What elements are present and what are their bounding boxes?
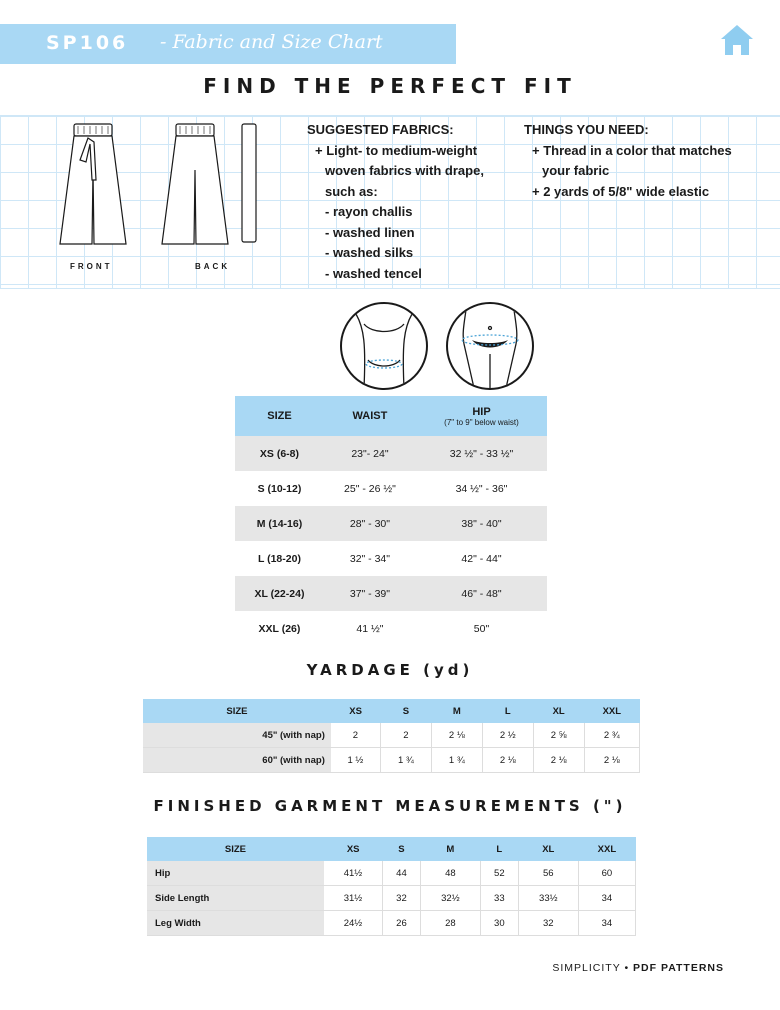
table-cell: 48 [420,861,480,886]
column-header: M [431,699,482,723]
column-header: L [482,699,533,723]
fabric-item: - washed tencel [325,265,422,281]
finished-header-row [147,837,636,861]
home-icon[interactable] [718,22,756,58]
back-label: BACK [195,262,231,271]
table-cell: 34 [578,911,635,936]
fabric-line-1: + Light- to medium-weight [315,142,478,158]
table-cell: 1 ½ [331,748,381,773]
table-row [235,436,547,471]
front-view-drawing [52,120,134,250]
table-cell: 56 [518,861,578,886]
column-header: SIZE [143,699,331,723]
column-header: S [383,837,421,861]
fabric-line-3: such as: [325,183,378,199]
fabric-item: - washed silks [325,245,414,260]
table-cell: 2 ⅛ [584,748,639,773]
table-cell: 33½ [518,886,578,911]
table-row [143,723,640,748]
table-cell: 1 ¾ [431,748,482,773]
table-row [235,576,547,611]
hip-header-label: HIP [472,405,491,418]
table-cell: 34 [578,886,635,911]
table-row [147,886,636,911]
page-title: FIND THE PERFECT FIT [203,74,577,98]
column-header: SIZE [147,837,324,861]
column-header: XL [533,699,584,723]
waist-cell: 23"- 24" [324,436,416,471]
waist-cell: 41 ½" [356,622,384,635]
table-row [235,611,547,646]
table-cell: 41½ [324,861,383,886]
hip-header-note: (7" to 9" below waist) [444,417,519,427]
table-cell: 2 ⅛ [533,748,584,773]
table-row [143,748,640,773]
size-cell: XL (22-24) [235,576,324,611]
table-row [235,471,547,506]
need-line-3: + 2 yards of 5/8" wide elastic [532,183,710,199]
table-cell: 32 [383,886,421,911]
waist-cell: 25" - 26 ½" [344,482,396,495]
table-cell: 2 ⅛ [482,748,533,773]
column-header: XS [324,837,383,861]
row-label: Hip [147,861,324,886]
size-header: SIZE [235,396,324,436]
table-cell: 2 [331,723,381,748]
waist-cell: 28" - 30" [324,506,416,541]
suggested-fabrics [307,120,484,284]
column-header: L [480,837,518,861]
size-cell: M (14-16) [235,506,324,541]
column-header: XS [331,699,381,723]
things-you-need [524,120,732,202]
yardage-table [143,699,640,773]
hip-header [416,396,547,436]
need-line-2: your fabric [542,163,610,178]
fabric-item: - rayon challis [325,204,413,219]
size-cell: S (10-12) [257,482,302,495]
need-line-1: + Thread in a color that matches [532,142,732,158]
hip-cell: 34 ½" - 36" [455,482,508,495]
row-label: Leg Width [147,911,324,936]
banner-subtitle: - Fabric and Size Chart [160,31,383,53]
table-cell: 33 [480,886,518,911]
things-you-need-heading: THINGS YOU NEED: [524,122,649,137]
front-label: FRONT [70,262,113,271]
header-banner [0,24,456,64]
footer [552,962,724,974]
table-cell: 2 ⅝ [533,723,584,748]
row-label: 60" (with nap) [143,748,331,773]
table-cell: 1 ¾ [380,748,431,773]
table-cell: 44 [383,861,421,886]
column-header: M [420,837,480,861]
waist-cell: 37" - 39" [324,576,416,611]
footer-separator: • [624,962,630,974]
finished-measurements-table [147,837,636,936]
column-header: XL [518,837,578,861]
column-header: XXL [584,699,639,723]
table-cell: 60 [578,861,635,886]
size-chart-header-row [235,396,547,436]
table-cell: 32½ [420,886,480,911]
table-cell: 26 [383,911,421,936]
table-cell: 2 ¾ [584,723,639,748]
table-row [235,541,547,576]
footer-product: PDF PATTERNS [633,962,724,974]
column-header: XXL [578,837,635,861]
finished-measurements-title: FINISHED GARMENT MEASUREMENTS (") [153,797,627,815]
row-label: Side Length [147,886,324,911]
hip-cell: 50" [473,622,490,635]
fabric-line-2: woven fabrics with drape, [325,163,484,178]
hip-cell: 46" - 48" [416,576,547,611]
yardage-header-row [143,699,640,723]
hip-cell: 32 ½" - 33 ½" [416,436,547,471]
size-cell: XXL (26) [258,622,301,635]
table-cell: 30 [480,911,518,936]
table-cell: 28 [420,911,480,936]
size-cell: L (18-20) [257,552,301,565]
table-cell: 2 [380,723,431,748]
table-cell: 2 ½ [482,723,533,748]
table-cell: 24½ [324,911,383,936]
column-header: S [380,699,431,723]
hip-cell: 38" - 40" [416,506,547,541]
table-row [235,506,547,541]
yardage-title: YARDAGE (yd) [306,661,474,679]
hip-measure-illustration [446,302,534,390]
pattern-code: SP106 [46,32,129,54]
table-cell: 32 [518,911,578,936]
fabric-item: - washed linen [325,224,415,240]
footer-brand: SIMPLICITY [552,962,621,974]
table-row [147,861,636,886]
table-row [147,911,636,936]
table-cell: 31½ [324,886,383,911]
row-label: 45" (with nap) [143,723,331,748]
size-cell: XS (6-8) [235,436,324,471]
table-cell: 2 ⅛ [431,723,482,748]
waist-measure-illustration [340,302,428,390]
waist-cell: 32" - 34" [349,552,391,565]
table-cell: 52 [480,861,518,886]
hip-cell: 42" - 44" [461,552,502,565]
size-chart-table [235,396,547,646]
suggested-fabrics-heading: SUGGESTED FABRICS: [307,122,454,137]
back-view-drawing [158,120,268,250]
waist-header: WAIST [324,396,416,436]
